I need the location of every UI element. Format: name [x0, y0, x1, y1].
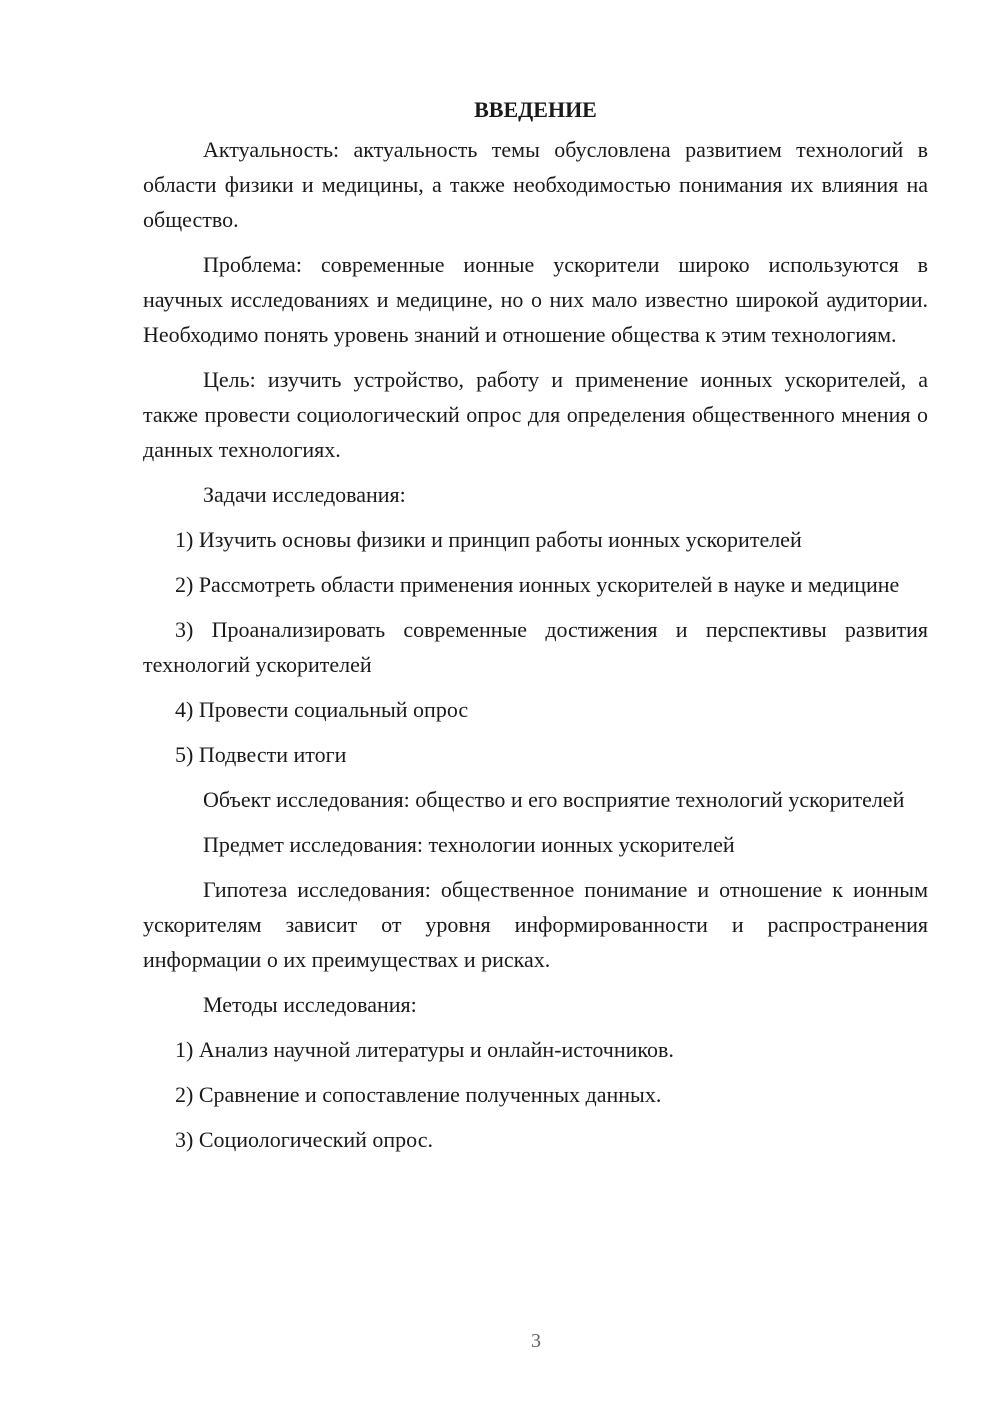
- task-item: 3) Проанализировать современные достижения и перспективы развития технологий ускорителей: [143, 617, 928, 677]
- paragraph-relevance: Актуальность: актуальность темы обусловлена развитием технологий в области физики и медицины, а также необходимостью понимания их влияния на общество.: [143, 137, 928, 232]
- paragraph-goal: Цель: изучить устройство, работу и применение ионных ускорителей, а также провести социологический опрос для определения общественного мнения о данных технологиях.: [143, 367, 928, 462]
- page-number: 3: [531, 1330, 541, 1352]
- method-item: 1) Анализ научной литературы и онлайн-источников.: [175, 1037, 674, 1062]
- paragraph-tasks-heading: Задачи исследования:: [203, 482, 406, 507]
- paragraph-hypothesis: Гипотеза исследования: общественное понимание и отношение к ионным ускорителям зависит от уровня информированности и распространения информации о их преимуществах и рисках.: [143, 877, 928, 972]
- method-item: 2) Сравнение и сопоставление полученных данных.: [175, 1082, 662, 1107]
- paragraph-problem: Проблема: современные ионные ускорители широко используются в научных исследованиях и медицине, но о них мало известно широкой аудитории. Необходимо понять уровень знаний и отношение общества к этим технологиям.: [143, 252, 928, 347]
- method-item: 3) Социологический опрос.: [175, 1127, 433, 1152]
- task-item: 5) Подвести итоги: [175, 742, 347, 767]
- paragraph-subject: Предмет исследования: технологии ионных ускорителей: [203, 832, 735, 857]
- task-item: 2) Рассмотреть области применения ионных ускорителей в науке и медицине: [175, 572, 900, 597]
- paragraph-object: Объект исследования: общество и его восприятие технологий ускорителей: [203, 787, 905, 812]
- document-page: [143, 92, 928, 1167]
- section-heading: ВВЕДЕНИЕ: [474, 97, 597, 122]
- paragraph-methods-heading: Методы исследования:: [203, 992, 417, 1017]
- task-item: 1) Изучить основы физики и принцип работы ионных ускорителей: [175, 527, 802, 552]
- task-item: 4) Провести социальный опрос: [175, 697, 469, 722]
